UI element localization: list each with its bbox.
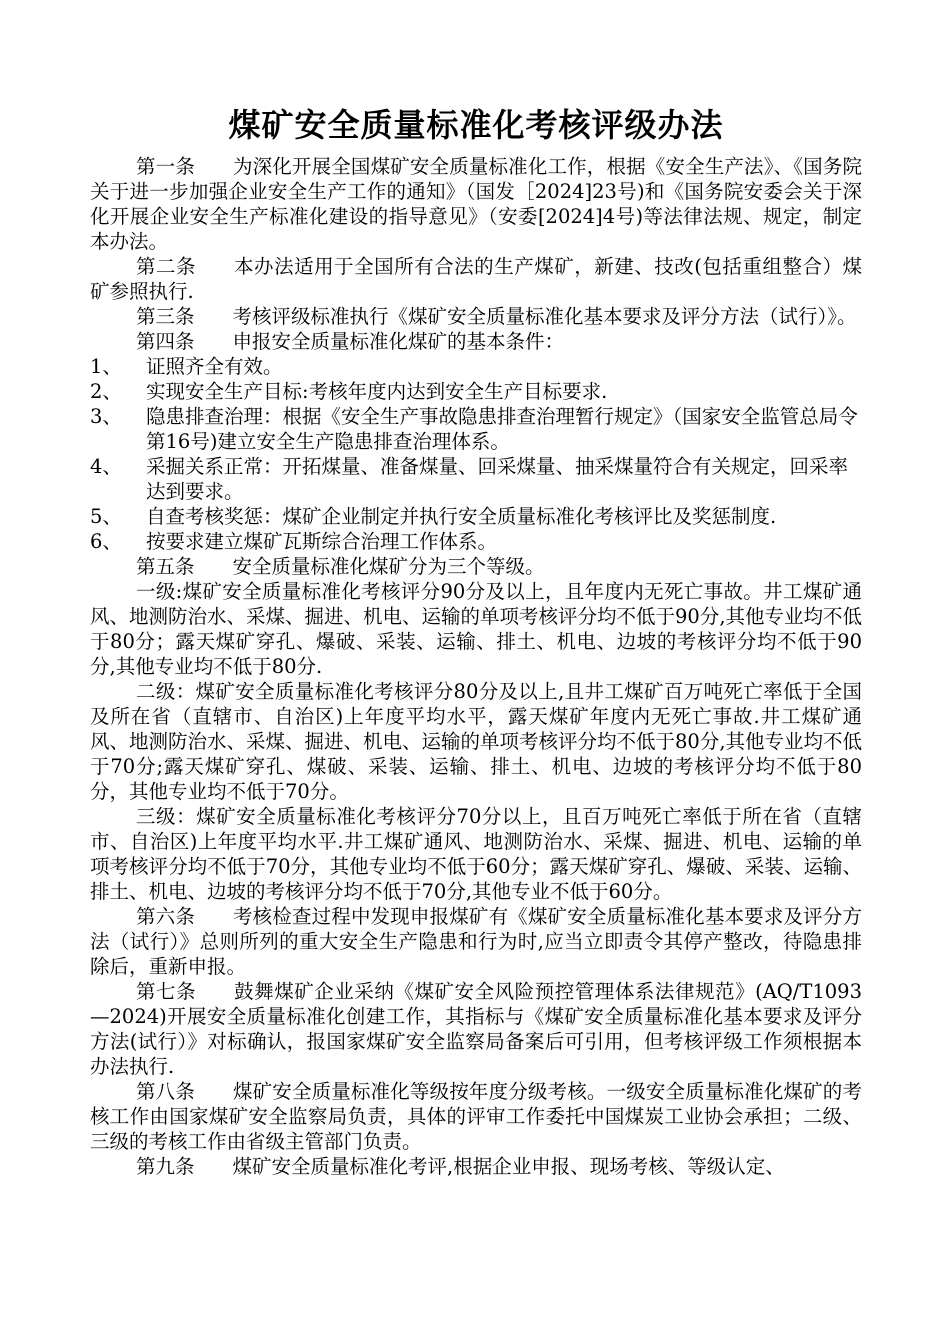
- article-5: [90, 554, 862, 579]
- article-text: 安全质量标准化煤矿分为三个等级。: [232, 555, 545, 578]
- article-label: 第八条: [136, 1080, 195, 1103]
- grade-one: 一级:煤矿安全质量标准化考核评分90分及以上，且年度内无死亡事故。井工煤矿通风、地测防治水、采煤、掘进、机电、运输的单项考核评分均不低于90分,其他专业均不低于80分；露天煤矿穿孔、爆破、采装、运输、排土、机电、边坡的考核评分均不低于90分,其他专业均不低于80分.: [90, 580, 863, 678]
- article-label: 第三条: [136, 305, 195, 328]
- condition-item: [90, 379, 862, 404]
- condition-number: 2、: [90, 380, 122, 403]
- condition-item: [90, 354, 862, 379]
- condition-text: 实现安全生产目标:考核年度内达到安全生产目标要求.: [146, 380, 608, 403]
- condition-item: [90, 454, 862, 504]
- condition-item: [90, 529, 862, 554]
- article-1: [90, 154, 862, 254]
- condition-number: 1、: [90, 355, 122, 378]
- condition-text: 自查考核奖惩：煤矿企业制定并执行安全质量标准化考核评比及奖惩制度.: [146, 505, 777, 528]
- condition-text: 隐患排查治理：根据《安全生产事故隐患排查治理暂行规定》（国家安全监管总局令第16号)建立安全生产隐患排查治理体系。: [146, 405, 858, 453]
- article-text: 煤矿安全质量标准化等级按年度分级考核。一级安全质量标准化煤矿的考核工作由国家煤矿安全监察局负责，具体的评审工作委托中国煤炭工业协会承担；二级、三级的考核工作由省级主管部门负责。: [90, 1080, 862, 1153]
- condition-number: 4、: [90, 455, 122, 478]
- article-9: [90, 1154, 862, 1179]
- article-2: [90, 254, 862, 304]
- article-text: 鼓舞煤矿企业采纳《煤矿安全风险预控管理体系法律规范》(AQ/T1093—2024)开展安全质量标准化创建工作，其指标与《煤矿安全质量标准化基本要求及评分方法(试行）》对标确认，报国家煤矿安全监察局备案后可引用，但考核评级工作须根据本办法执行.: [90, 980, 862, 1078]
- article-text: 考核评级标准执行《煤矿安全质量标准化基本要求及评分方法（试行）》。: [232, 305, 857, 328]
- article-3: [90, 304, 862, 329]
- article-label: 第二条: [136, 255, 197, 278]
- condition-number: 3、: [90, 405, 122, 428]
- grade-two: 二级：煤矿安全质量标准化考核评分80分及以上,且井工煤矿百万吨死亡率低于全国及所在省（直辖市、自治区)上年度平均水平，露天煤矿年度内无死亡事故.井工煤矿通风、地测防治水、采煤、掘进、机电、运输的单项考核评分均不低于80分,其他专业均不低于70分;露天煤矿穿孔、煤破、采装、运输、排土、机电、边坡的考核评分均不低于80分，其他专业均不低于70分。: [90, 680, 863, 803]
- article-label: 第九条: [136, 1155, 195, 1178]
- condition-text: 证照齐全有效。: [146, 355, 283, 378]
- condition-text: 采掘关系正常：开拓煤量、准备煤量、回采煤量、抽采煤量符合有关规定，回采率达到要求。: [146, 455, 849, 503]
- article-8: [90, 1079, 862, 1154]
- article-text: 申报安全质量标准化煤矿的基本条件：: [232, 330, 565, 353]
- condition-item: [90, 404, 862, 454]
- article-text: 考核检查过程中发现申报煤矿有《煤矿安全质量标准化基本要求及评分方法（试行）》总则所列的重大安全生产隐患和行为时,应当立即责令其停产整改，待隐患排除后，重新申报。: [90, 905, 862, 978]
- article-7: [90, 979, 862, 1079]
- article-label: 第一条: [136, 155, 195, 178]
- grade-three: 三级：煤矿安全质量标准化考核评分70分以上，且百万吨死亡率低于所在省（直辖市、自治区)上年度平均水平.井工煤矿通风、地测防治水、采煤、掘进、机电、运输的单项考核评分均不低于70分，其他专业均不低于60分；露天煤矿穿孔、爆破、采装、运输、排土、机电、边坡的考核评分均不低于70分,其他专业不低于60分。: [90, 805, 862, 903]
- article-6: [90, 904, 862, 979]
- article-label: 第四条: [136, 330, 195, 353]
- condition-item: [90, 504, 862, 529]
- article-text: 本办法适用于全国所有合法的生产煤矿，新建、技改(包括重组整合）煤矿参照执行.: [90, 255, 862, 303]
- article-text: 煤矿安全质量标准化考评,根据企业申报、现场考核、等级认定、: [232, 1155, 785, 1178]
- condition-number: 6、: [90, 530, 122, 553]
- document-title: 煤矿安全质量标准化考核评级办法: [228, 106, 724, 144]
- article-label: 第五条: [136, 555, 195, 578]
- condition-number: 5、: [90, 505, 122, 528]
- article-label: 第七条: [136, 980, 197, 1003]
- condition-text: 按要求建立煤矿瓦斯综合治理工作体系。: [146, 530, 498, 553]
- article-4: [90, 329, 862, 354]
- article-text: 为深化开展全国煤矿安全质量标准化工作，根据《安全生产法》、《国务院关于进一步加强企业安全生产工作的通知》（国发［2024]23号)和《国务院安委会关于深化开展企业安全生产标准化建设的指导意见》（安委[2024]4号)等法律法规、规定，制定本办法。: [90, 155, 862, 253]
- article-label: 第六条: [136, 905, 195, 928]
